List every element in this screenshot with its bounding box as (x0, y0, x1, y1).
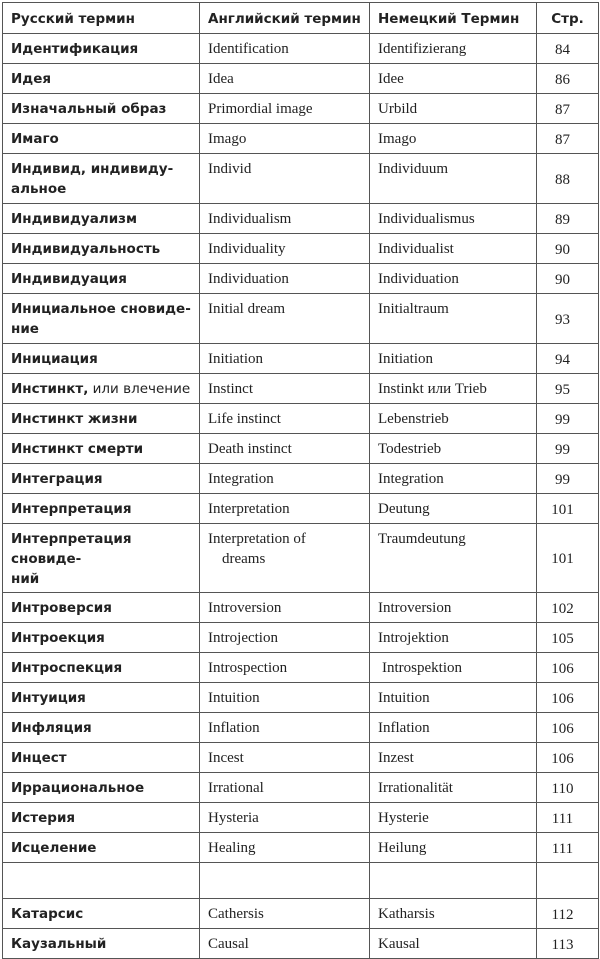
english-term-line-2: dreams (222, 551, 266, 567)
russian-term: Инцест (3, 743, 200, 773)
empty-cell (370, 863, 537, 899)
english-term: Introjection (200, 623, 370, 653)
german-term: Individualismus (370, 204, 537, 234)
russian-term: Исцеление (3, 833, 200, 863)
german-term: Traumdeutung (370, 524, 537, 593)
table-row (3, 524, 599, 593)
english-term: Cathersis (200, 899, 370, 929)
english-term: Individuation (200, 264, 370, 294)
page-number: 94 (537, 344, 599, 374)
header-page: Стр. (537, 3, 599, 34)
english-term: Individ (200, 154, 370, 204)
table-row-empty (3, 863, 599, 899)
russian-term-line-1: Инициальное сновиде- (11, 301, 191, 317)
german-term: Hysterie (370, 803, 537, 833)
german-term: Inzest (370, 743, 537, 773)
russian-term-bold: Инстинкт, (11, 381, 89, 397)
russian-term: Интроекция (3, 623, 200, 653)
english-term: Instinct (200, 374, 370, 404)
german-term-text: Introspektion (382, 660, 462, 676)
table-row (3, 803, 599, 833)
russian-term-line-2: альное (11, 181, 67, 197)
table-row (3, 154, 599, 204)
page-number: 111 (537, 833, 599, 863)
header-english-term: Английский термин (200, 3, 370, 34)
header-russian-term: Русский термин (3, 3, 200, 34)
german-term: Deutung (370, 494, 537, 524)
english-term: Death instinct (200, 434, 370, 464)
russian-term: Имаго (3, 124, 200, 154)
table-row (3, 899, 599, 929)
english-term: Primordial image (200, 94, 370, 124)
table-row (3, 593, 599, 623)
german-term: Initiation (370, 344, 537, 374)
page-number: 90 (537, 264, 599, 294)
table-row (3, 653, 599, 683)
russian-term: Каузальный (3, 929, 200, 959)
table-row (3, 713, 599, 743)
table-row (3, 623, 599, 653)
russian-term (3, 294, 200, 344)
english-term: Individualism (200, 204, 370, 234)
page-number: 88 (537, 154, 599, 204)
russian-term (3, 524, 200, 593)
german-term: Urbild (370, 94, 537, 124)
english-term: Intuition (200, 683, 370, 713)
table-row (3, 294, 599, 344)
page-number: 84 (537, 34, 599, 64)
table-row (3, 264, 599, 294)
german-term: Instinkt или Trieb (370, 374, 537, 404)
russian-term: Инстинкт смерти (3, 434, 200, 464)
english-term: Introversion (200, 593, 370, 623)
page-number: 106 (537, 713, 599, 743)
german-term: Individualist (370, 234, 537, 264)
page-number: 101 (537, 494, 599, 524)
page-number: 90 (537, 234, 599, 264)
german-term: Todestrieb (370, 434, 537, 464)
table-row (3, 204, 599, 234)
page-number: 86 (537, 64, 599, 94)
russian-term: Изначальный образ (3, 94, 200, 124)
russian-term-line-1: Интерпретация сновиде- (11, 531, 132, 567)
header-row (3, 3, 599, 34)
page-number: 112 (537, 899, 599, 929)
russian-term: Индивидуация (3, 264, 200, 294)
russian-term: Инициация (3, 344, 200, 374)
english-term: Introspection (200, 653, 370, 683)
page-number: 106 (537, 653, 599, 683)
header-german-term: Немецкий Термин (370, 3, 537, 34)
table-row (3, 683, 599, 713)
german-term: Identifizierang (370, 34, 537, 64)
english-term: Irrational (200, 773, 370, 803)
german-term: Intuition (370, 683, 537, 713)
table-row (3, 434, 599, 464)
table-row (3, 833, 599, 863)
english-term: Initial dream (200, 294, 370, 344)
russian-term: Истерия (3, 803, 200, 833)
german-term: Katharsis (370, 899, 537, 929)
page-number: 106 (537, 743, 599, 773)
table-row (3, 494, 599, 524)
page-number: 113 (537, 929, 599, 959)
english-term: Identification (200, 34, 370, 64)
russian-term: Интерпретация (3, 494, 200, 524)
russian-term (3, 154, 200, 204)
german-term: Initialtraum (370, 294, 537, 344)
english-term: Imago (200, 124, 370, 154)
english-term: Inflation (200, 713, 370, 743)
page-number: 95 (537, 374, 599, 404)
page-number: 99 (537, 464, 599, 494)
english-term: Initiation (200, 344, 370, 374)
english-term-line-1: Interpretation of (208, 531, 306, 547)
russian-term: Индивидуальность (3, 234, 200, 264)
table-row (3, 773, 599, 803)
empty-cell (200, 863, 370, 899)
table-row (3, 64, 599, 94)
table-row (3, 404, 599, 434)
german-term: Integration (370, 464, 537, 494)
russian-term-line-2: ние (11, 321, 39, 337)
english-term: Interpretation (200, 494, 370, 524)
table-row (3, 124, 599, 154)
russian-term: Катарсис (3, 899, 200, 929)
russian-term-line-2: ний (11, 571, 40, 587)
german-term (370, 653, 537, 683)
page-number: 105 (537, 623, 599, 653)
page-number: 101 (537, 524, 599, 593)
english-term: Hysteria (200, 803, 370, 833)
german-term: Irrationalität (370, 773, 537, 803)
table-row (3, 464, 599, 494)
table-row (3, 234, 599, 264)
russian-term: Инстинкт жизни (3, 404, 200, 434)
german-term: Individuation (370, 264, 537, 294)
english-term: Idea (200, 64, 370, 94)
russian-term-normal: или влечение (88, 381, 191, 397)
german-term: Idee (370, 64, 537, 94)
german-term: Lebenstrieb (370, 404, 537, 434)
empty-cell (3, 863, 200, 899)
german-term: Kausal (370, 929, 537, 959)
english-term: Integration (200, 464, 370, 494)
english-term: Individuality (200, 234, 370, 264)
page-number: 89 (537, 204, 599, 234)
table-row (3, 344, 599, 374)
german-term: Inflation (370, 713, 537, 743)
english-term (200, 524, 370, 593)
page-number: 87 (537, 94, 599, 124)
page-number: 87 (537, 124, 599, 154)
russian-term: Интуиция (3, 683, 200, 713)
page-number: 106 (537, 683, 599, 713)
page-number: 93 (537, 294, 599, 344)
english-term: Causal (200, 929, 370, 959)
russian-term (3, 374, 200, 404)
page-number: 99 (537, 434, 599, 464)
russian-term: Инфляция (3, 713, 200, 743)
glossary-table (2, 2, 599, 959)
german-term: Introjektion (370, 623, 537, 653)
english-term: Life instinct (200, 404, 370, 434)
russian-term: Интеграция (3, 464, 200, 494)
german-term: Introversion (370, 593, 537, 623)
russian-term: Идея (3, 64, 200, 94)
table-row (3, 94, 599, 124)
russian-term: Интроверсия (3, 593, 200, 623)
page-number: 110 (537, 773, 599, 803)
empty-cell (537, 863, 599, 899)
page-number: 99 (537, 404, 599, 434)
german-term: Heilung (370, 833, 537, 863)
table-row (3, 743, 599, 773)
german-term: Individuum (370, 154, 537, 204)
table-row (3, 34, 599, 64)
russian-term: Интроспекция (3, 653, 200, 683)
russian-term: Идентификация (3, 34, 200, 64)
table-row (3, 374, 599, 404)
english-term: Incest (200, 743, 370, 773)
russian-term: Индивидуализм (3, 204, 200, 234)
russian-term-line-1: Индивид, индивиду- (11, 161, 174, 177)
page-number: 102 (537, 593, 599, 623)
german-term: Imago (370, 124, 537, 154)
table-row (3, 929, 599, 959)
english-term: Healing (200, 833, 370, 863)
page-number: 111 (537, 803, 599, 833)
russian-term: Иррациональное (3, 773, 200, 803)
